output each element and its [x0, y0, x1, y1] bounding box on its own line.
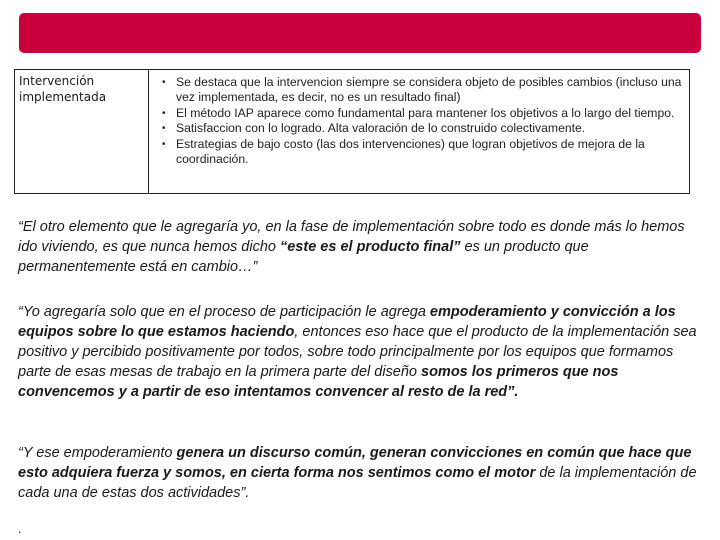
quote-segment: es un producto que permanentemente está en cambio…” — [18, 239, 589, 275]
quote-1 — [18, 217, 698, 277]
quote-segment: , entonces eso hace que el producto de la implementación sea positivo y percibido positivamente por todos, sobre todo principalmente por los equipos que formamos parte de esas mesas de trabajo en la primera parte del diseño — [18, 324, 697, 380]
summary-table — [14, 69, 690, 194]
bullet-icon: • — [162, 138, 166, 150]
list-item — [157, 121, 683, 136]
quote-emphasis: somos los primeros que nos convencemos y a partir de eso intentamos convencer al resto de la red”. — [18, 364, 619, 400]
quote-segment: “El otro elemento que le agregaría yo, en la fase de implementación sobre todo es donde más lo hemos ido viviendo, es que nunca hemos dicho — [18, 219, 685, 255]
quote-segment: de la implementación de cada una de estas dos actividades”. — [18, 465, 697, 501]
quote-emphasis: empoderamiento y convicción a los equipos sobre lo que estamos haciendo — [18, 304, 676, 340]
end-mark: . — [18, 522, 22, 536]
quote-emphasis: genera un discurso común, generan convicciones en común que hace que esto adquiera fuerza y somos, en cierta forma nos sentimos como el motor — [18, 445, 692, 481]
quote-3 — [18, 443, 698, 503]
bullet-list — [157, 75, 683, 167]
quote-emphasis: “este es el producto final” — [279, 239, 461, 255]
table-label-cell: Intervención implementada — [15, 70, 149, 193]
bullet-text: Satisfaccion con lo logrado. Alta valoración de lo construido colectivamente. — [176, 121, 586, 136]
list-item — [157, 106, 683, 121]
bullet-icon: • — [162, 107, 166, 119]
table-content-cell — [151, 70, 689, 193]
header-banner — [19, 13, 701, 53]
bullet-text: Estrategias de bajo costo (las dos intervenciones) que logran objetivos de mejora de la coordinación. — [176, 136, 645, 167]
bullet-icon: • — [162, 123, 166, 135]
list-item — [157, 137, 683, 168]
quote-2 — [18, 302, 698, 402]
bullet-text: El método IAP aparece como fundamental para mantener los objetivos a lo largo del tiempo. — [176, 105, 675, 120]
list-item — [157, 75, 683, 106]
quote-segment: “Y ese empoderamiento — [18, 445, 177, 461]
bullet-icon: • — [162, 77, 166, 88]
bullet-text: Se destaca que la intervencion siempre se considera objeto de posibles cambios (incluso una vez implementada, es decir, no es un resultado final) — [176, 75, 682, 105]
quote-segment: “Yo agregaría solo que en el proceso de participación le agrega — [18, 304, 430, 320]
